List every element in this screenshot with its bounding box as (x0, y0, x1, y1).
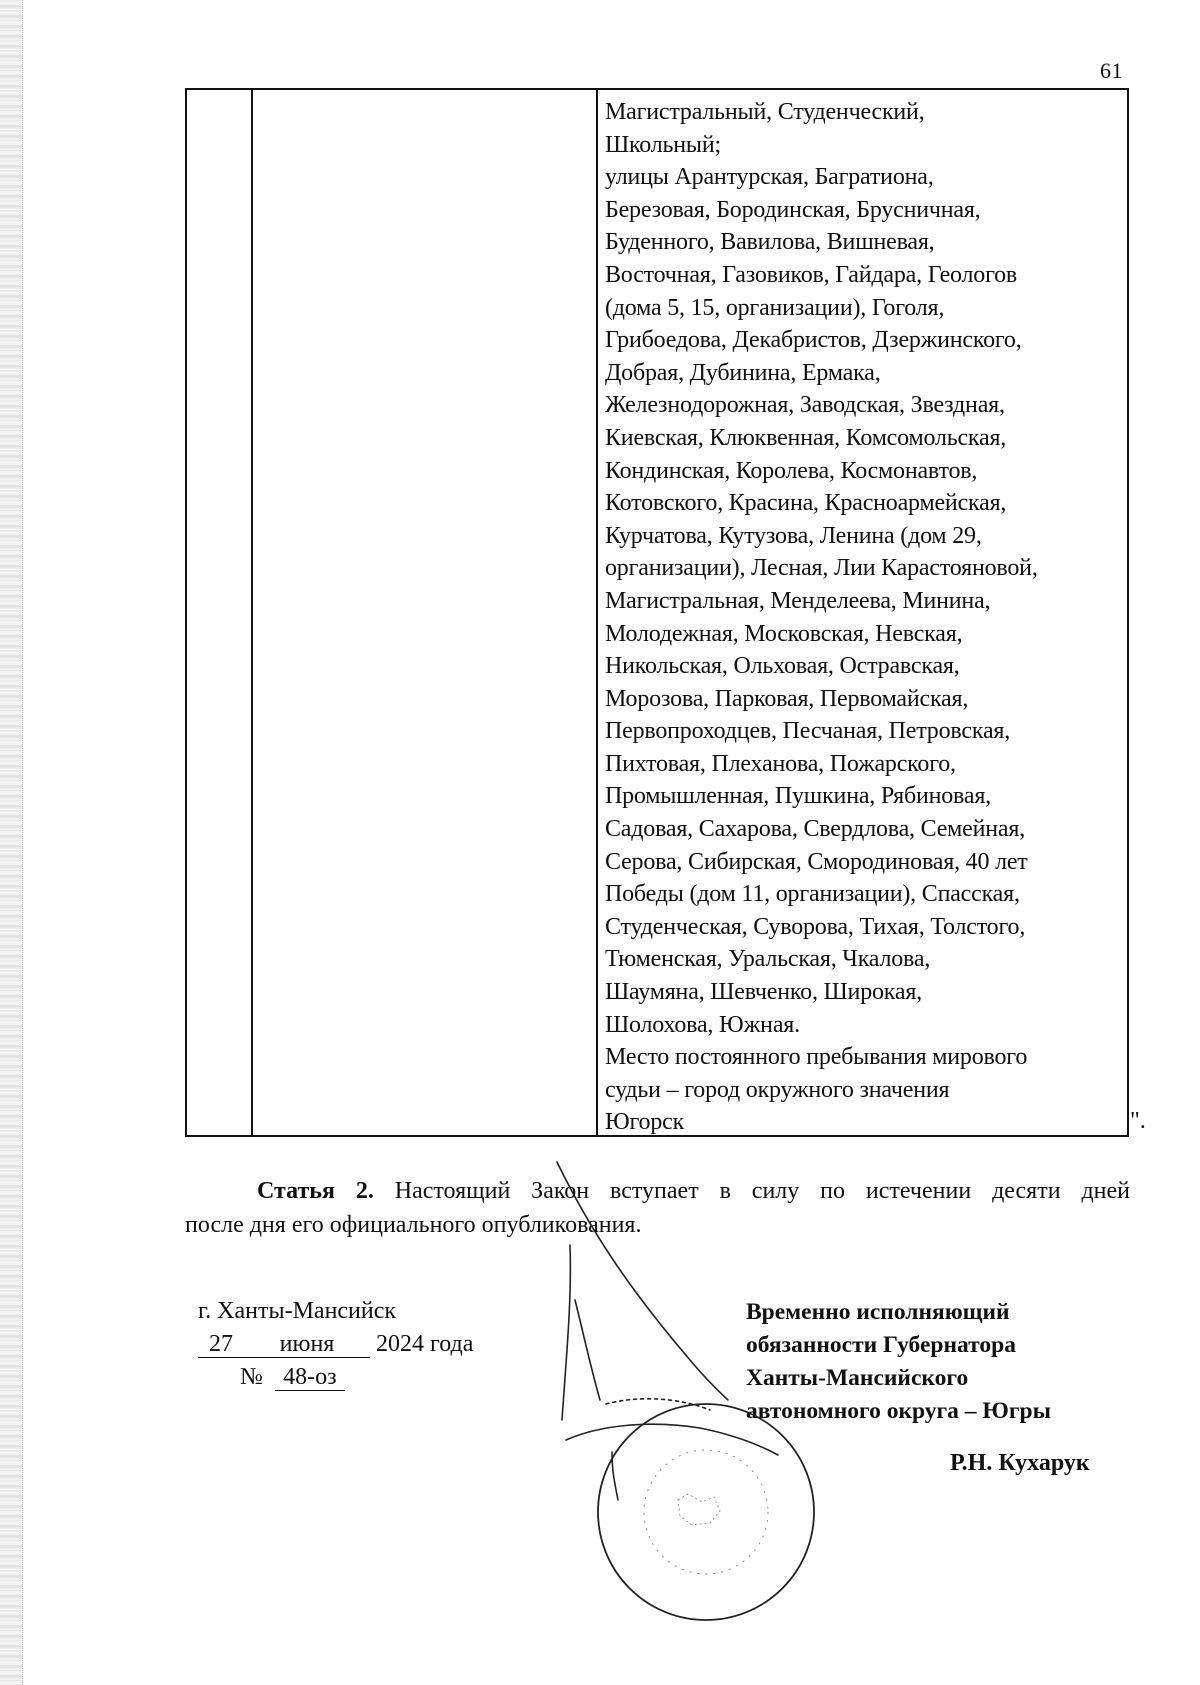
street-list-line: Промышленная, Пушкина, Рябиновая, (605, 783, 991, 810)
street-list-line: Магистральный, Студенческий, (605, 99, 925, 125)
street-list-line: Школьный; (605, 131, 721, 158)
street-list-line: Киевская, Клюквенная, Комсомольская, (605, 424, 1007, 451)
street-list-line: Железнодорожная, Заводская, Звездная, (605, 392, 1005, 419)
street-list-line: Молодежная, Московская, Невская, (605, 620, 963, 647)
street-list-line: Шолохова, Южная. (605, 1011, 800, 1038)
street-list-line: Грибоедова, Декабристов, Дзержинского, (605, 327, 1022, 354)
street-list-line: Студенческая, Суворова, Тихая, Толстого, (605, 913, 1026, 940)
official-seal (598, 1404, 814, 1620)
signer-title-line: Ханты-Мансийского (746, 1365, 969, 1391)
adoption-day: 27 (198, 1331, 244, 1358)
street-list-line: Первопроходцев, Песчаная, Петровская, (605, 718, 1011, 745)
signer-title-line: автономного округа – Югры (746, 1398, 1051, 1424)
street-list-line: Березовая, Бородинская, Брусничная, (605, 196, 981, 223)
adoption-month: июня (244, 1331, 370, 1358)
districts-table (185, 88, 1129, 1137)
law-number-row (240, 1364, 345, 1391)
street-list-line: Буденного, Вавилова, Вишневая, (605, 229, 935, 256)
article-2-label: Статья 2. (257, 1178, 374, 1204)
streets-list-cell (605, 96, 1125, 1139)
street-list-line: Восточная, Газовиков, Гайдара, Геологов (605, 261, 1018, 288)
street-list-line: Магистральная, Менделеева, Минина, (605, 587, 991, 614)
street-list-line: Шаумяна, Шевченко, Широкая, (605, 979, 922, 1006)
street-list-line: Кондинская, Королева, Космонавтов, (605, 457, 978, 484)
adoption-city: г. Ханты-Мансийск (198, 1298, 397, 1324)
signer-title (746, 1296, 1051, 1428)
street-list-line: организации), Лесная, Лии Карастояновой, (605, 555, 1038, 582)
street-list-line: Место постоянного пребывания мирового (605, 1044, 1028, 1071)
table-column-divider (251, 90, 253, 1135)
law-number: 48-оз (275, 1364, 345, 1391)
article-2-paragraph (185, 1174, 1130, 1242)
number-sign: № (240, 1364, 263, 1390)
article-2-text: Настоящий Закон вступает в силу по истечении десяти дней (373, 1178, 1130, 1204)
street-list-line: улицы Арантурская, Багратиона, (605, 164, 934, 191)
article-2-line-1 (185, 1174, 1130, 1208)
street-list-line: Котовского, Красина, Красноармейская, (605, 490, 1007, 517)
street-list-line: Пихтовая, Плеханова, Пожарского, (605, 750, 956, 777)
street-list-line: Добрая, Дубинина, Ермака, (605, 359, 881, 386)
closing-quote-mark: ". (1130, 1108, 1146, 1134)
street-list-line: Курчатова, Кутузова, Ленина (дом 29, (605, 522, 982, 549)
street-list-line: судьи – город окружного значения (605, 1076, 950, 1103)
table-column-divider (596, 90, 598, 1135)
signer-name: Р.Н. Кухарук (950, 1450, 1090, 1476)
scan-edge-artifact (0, 0, 23, 1685)
street-list-line: Никольская, Ольховая, Остравская, (605, 653, 960, 680)
street-list-line: Садовая, Сахарова, Свердлова, Семейная, (605, 816, 1026, 843)
street-list-line: (дома 5, 15, организации), Гоголя, (605, 294, 945, 321)
street-list-line: Серова, Сибирская, Смородиновая, 40 лет (605, 848, 1028, 875)
adoption-date (198, 1331, 473, 1358)
signer-title-line: Временно исполняющий (746, 1299, 1010, 1325)
signer-title-line: обязанности Губернатора (746, 1332, 1016, 1358)
page-number: 61 (1100, 58, 1123, 83)
article-2-line-2: после дня его официального опубликования. (185, 1212, 642, 1238)
street-list-line: Победы (дом 11, организации), Спасская, (605, 881, 1020, 908)
street-list-line: Югорск (605, 1109, 685, 1136)
street-list-line: Тюменская, Уральская, Чкалова, (605, 946, 931, 973)
adoption-year: 2024 года (376, 1331, 474, 1357)
street-list-line: Морозова, Парковая, Первомайская, (605, 685, 969, 712)
